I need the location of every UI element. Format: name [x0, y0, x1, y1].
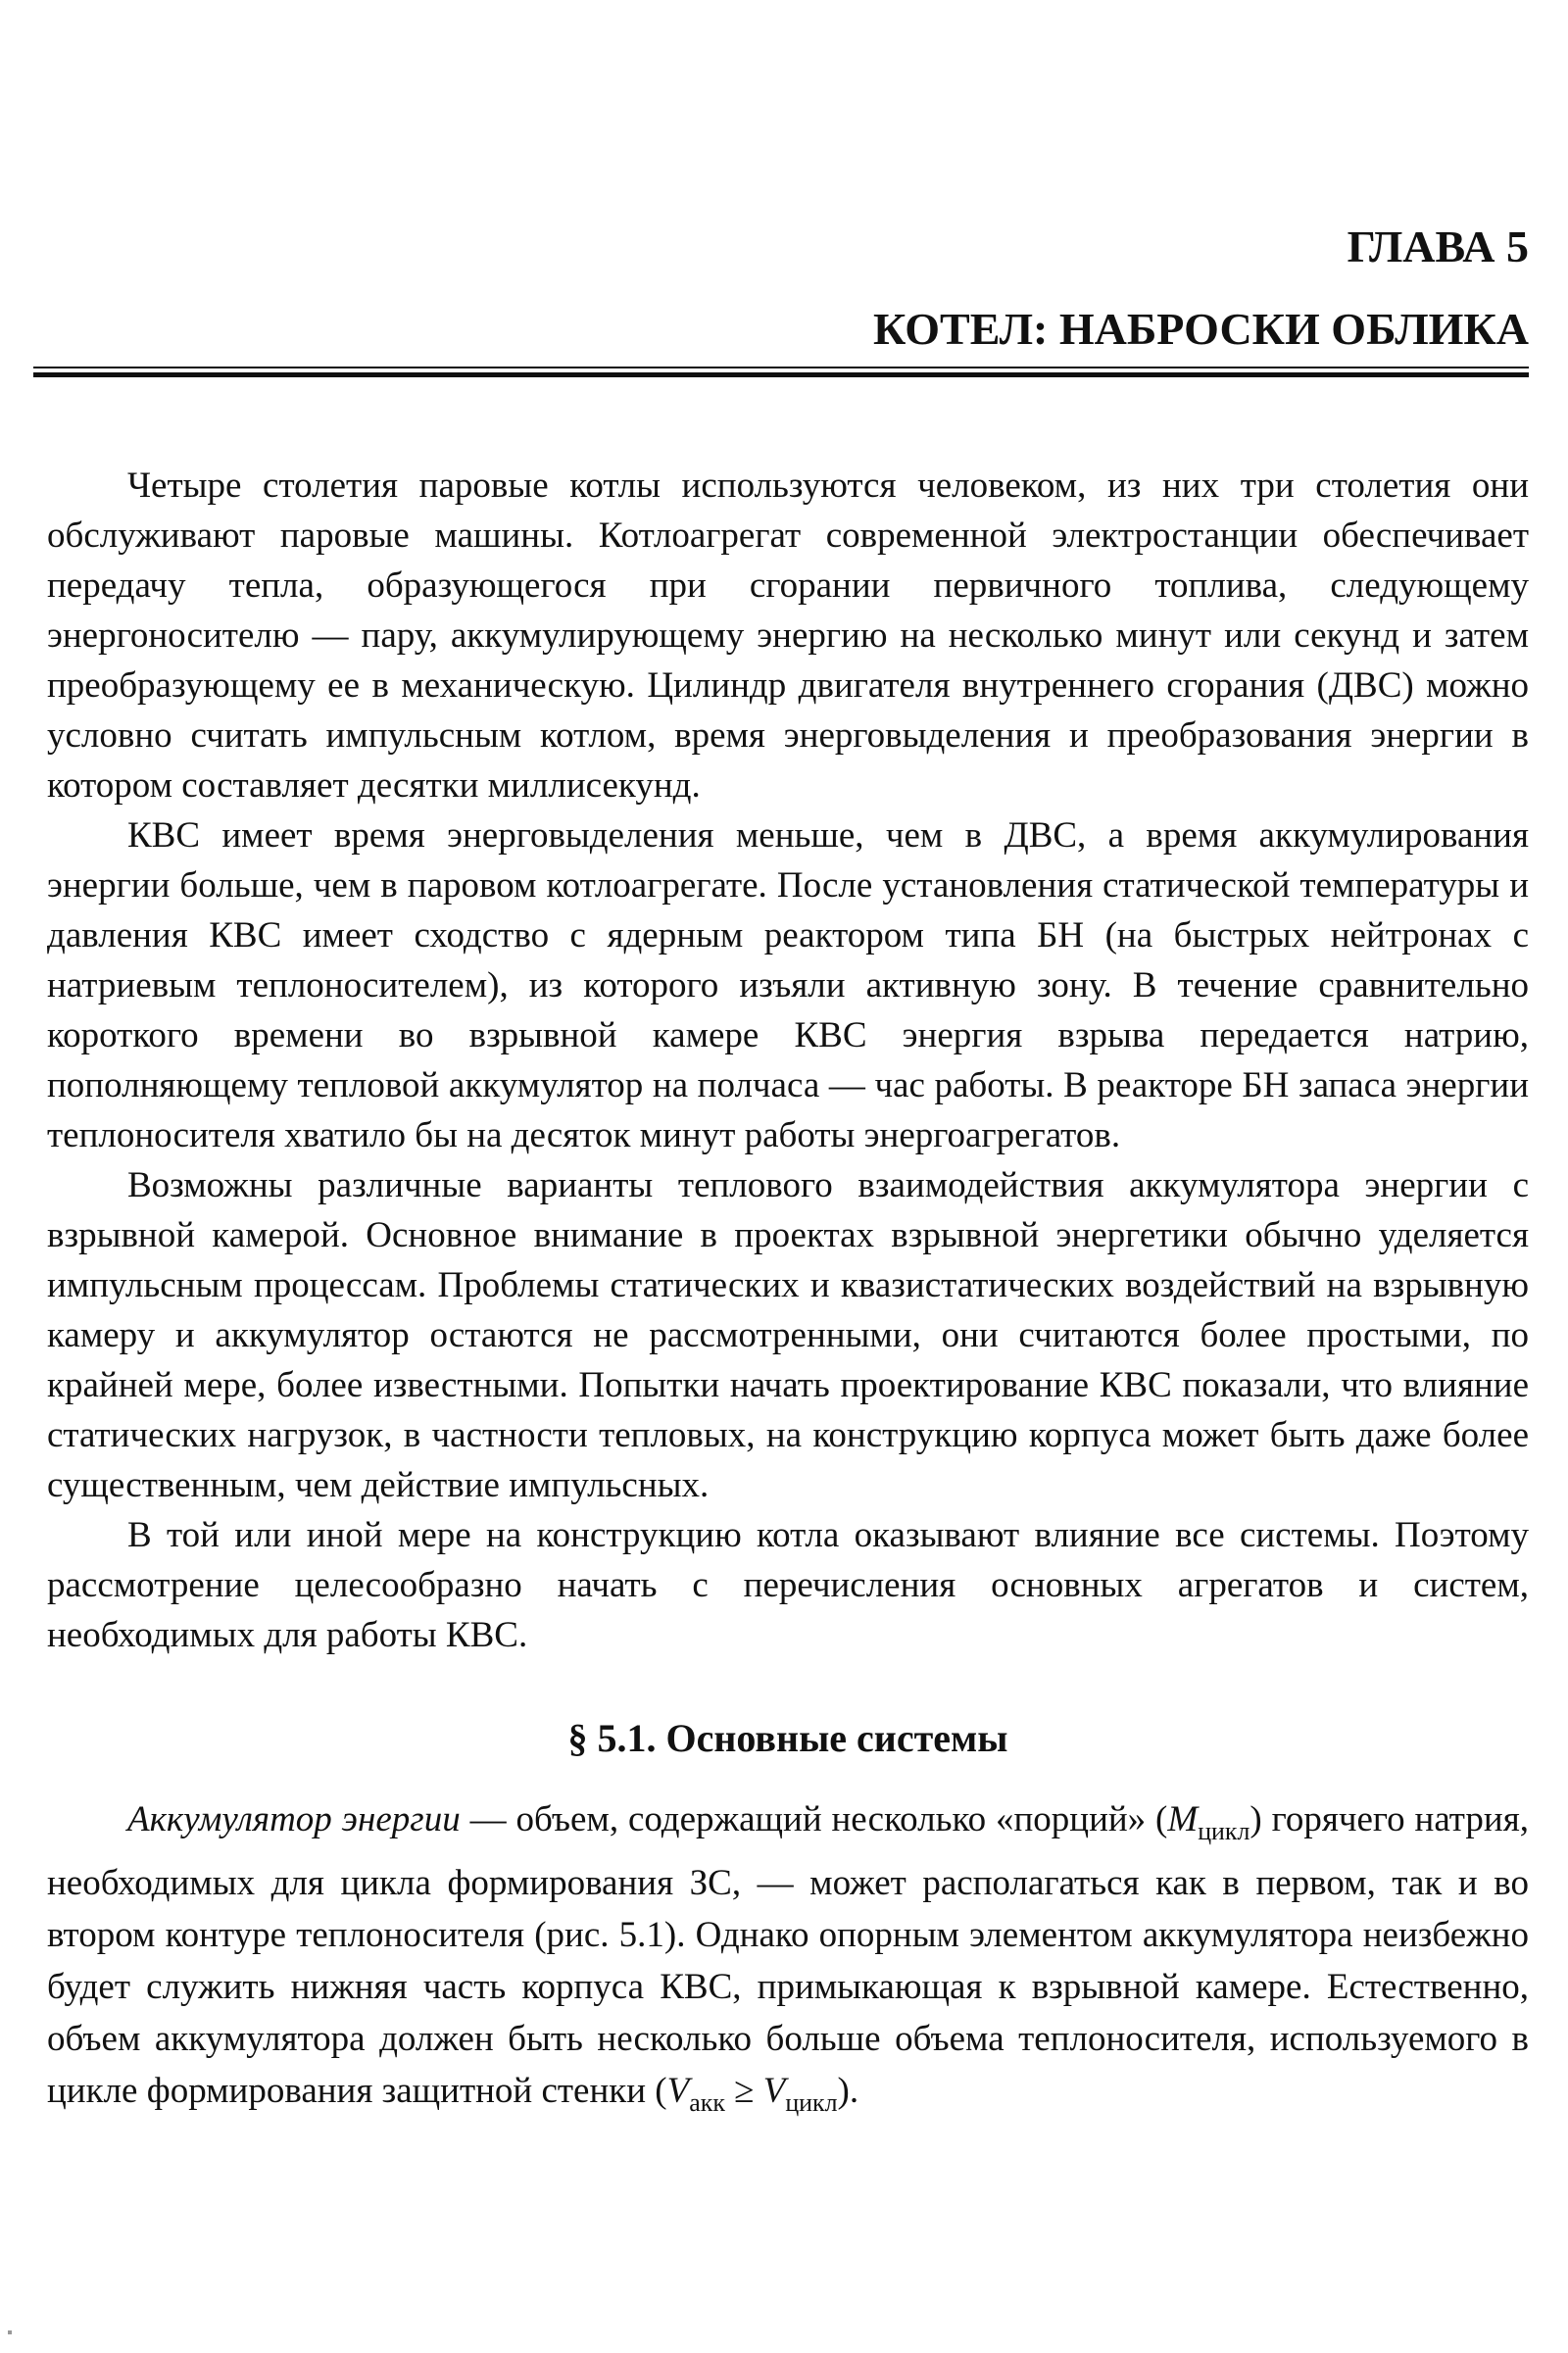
math-v-symbol: V	[762, 2071, 786, 2112]
scan-mark	[8, 2330, 12, 2334]
chapter-number: ГЛАВА 5	[1347, 221, 1529, 271]
section-heading: § 5.1. Основные системы	[567, 1716, 1008, 1760]
math-v-subscript-akk: акк	[689, 2088, 725, 2118]
title-rule-thin	[33, 367, 1529, 368]
paragraph: В той или иной мере на конструкцию котла оказывают влияние все системы. Поэтому рассмотрение целесообразно начать с перечисления основных агрегатов и систем, необходимых для работы КВС.	[47, 1515, 1529, 1655]
math-geq: ≥	[724, 2071, 763, 2112]
math-v-symbol: V	[666, 2071, 690, 2112]
math-v-subscript-cycle: цикл	[785, 2088, 838, 2118]
paragraph: КВС имеет время энерговыделения меньше, чем в ДВС, а время аккумулирования энергии больше, чем в паровом котлоагрегате. После установления статической температуры и давления КВС имеет сходство с ядерным реактором типа БН (на быстрых нейтронах с натриевым теплоносителем), из которого изъяли активную зону. В течение сравнительно короткого времени во взрывной камере КВС энергия взрыва передается натрию, пополняющему тепловой аккумулятор на полчаса — час работы. В реакторе БН запаса энергии теплоносителя хватило бы на десяток минут работы энергоагрегатов.	[47, 815, 1529, 1155]
chapter-title: КОТЕЛ: НАБРОСКИ ОБЛИКА	[873, 304, 1529, 354]
paragraph-accumulator	[47, 1793, 1529, 2129]
title-rule-thick	[33, 372, 1529, 377]
body-text	[47, 461, 1529, 2129]
italic-term: Аккумулятор энергии	[127, 1799, 461, 1839]
paragraph: Четыре столетия паровые котлы используются человеком, из них три столетия они обслуживают паровые машины. Котлоагрегат современной электростанции обеспечивает передачу тепла, образующегося при сгорании первичного топлива, следующему энергоносителю — пару, аккумулирующему энергию на несколько минут или секунд и затем преобразующему ее в механическую. Цилиндр двигателя внутреннего сгорания (ДВС) можно условно считать импульсным котлом, время энерговыделения и преобразования энергии в котором составляет десятки миллисекунд.	[47, 466, 1529, 806]
math-m-symbol: M	[1167, 1799, 1199, 1839]
math-m-subscript: цикл	[1198, 1817, 1250, 1846]
text-segment: ).	[837, 2071, 859, 2112]
text-segment: ) горячего натрия, необходимых для цикла формирования ЗС, — может располагаться как в первом, так и во втором контуре теплоносителя (рис. 5.1). Однако опорным элементом аккумулятора неизбежно будет служить нижняя часть корпуса КВС, примыкающая к взрывной камере. Естественно, объем аккумулятора должен быть несколько больше объема теплоносителя, используемого в цикле формирования защитной стенки (	[47, 1799, 1529, 2112]
paragraph: Возможны различные варианты теплового взаимодействия аккумулятора энергии с взрывной камерой. Основное внимание в проектах взрывной энергетики обычно уделяется импульсным процессам. Проблемы статических и квазистатических воздействий на взрывную камеру и аккумулятор остаются не рассмотренными, они считаются более простыми, по крайней мере, более известными. Попытки начать проектирование КВС показали, что влияние статических нагрузок, в частности тепловых, на конструкцию корпуса может быть даже более существенным, чем действие импульсных.	[47, 1165, 1529, 1505]
text-segment: — объем, содержащий несколько «порций» (	[460, 1799, 1168, 1839]
